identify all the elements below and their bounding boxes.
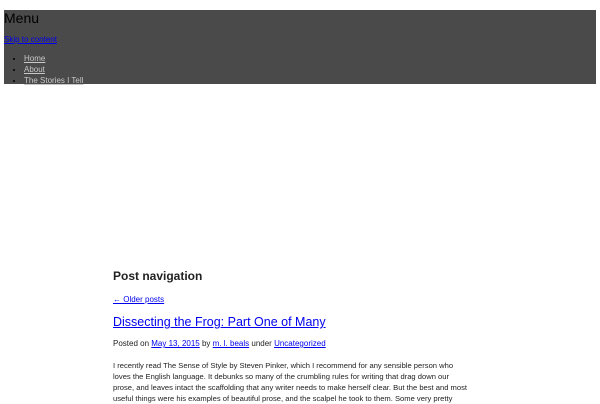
primary-nav [4, 53, 83, 86]
excerpt-line: useful things were his examples of beautiful prose, and the scalpel he took to them. Some very pretty [113, 394, 453, 403]
nav-link-stories[interactable]: The Stories I Tell [24, 76, 84, 85]
category-link[interactable]: Uncategorized [274, 339, 326, 348]
nav-item-about [24, 64, 83, 75]
post-navigation-heading: Post navigation [113, 269, 203, 283]
by-label: by [201, 339, 211, 348]
menu-toggle[interactable]: Menu [4, 10, 40, 26]
nav-item-home [24, 53, 83, 64]
post-meta [113, 339, 487, 349]
post-excerpt [113, 360, 487, 404]
site-header [4, 10, 596, 84]
posted-on-label: Posted on [113, 339, 150, 348]
nav-link-home[interactable]: Home [24, 54, 46, 63]
nav-item-stories [24, 75, 83, 86]
post-date-link[interactable]: May 13, 2015 [151, 339, 200, 348]
post-article [113, 314, 487, 404]
nav-link-about[interactable]: About [24, 65, 45, 74]
excerpt-line: I recently read The Sense of Style by Steven Pinker, which I recommend for any sensible person who [113, 361, 454, 370]
skip-to-content-link[interactable]: Skip to content [4, 35, 57, 44]
main-content [113, 268, 487, 404]
excerpt-line: loves the English language. It debunks so many of the crumbling rules for writing that drag down our [113, 372, 450, 381]
post-title-link[interactable]: Dissecting the Frog: Part One of Many [113, 315, 326, 329]
post-title [113, 314, 487, 330]
older-posts-link[interactable]: ← Older posts [113, 295, 165, 304]
under-label: under [251, 339, 272, 348]
author-link[interactable]: m. l. beals [212, 339, 250, 348]
excerpt-line: prose, and leaves intact the scaffolding that any writer needs to make herself clear. But the best and most [113, 383, 468, 392]
